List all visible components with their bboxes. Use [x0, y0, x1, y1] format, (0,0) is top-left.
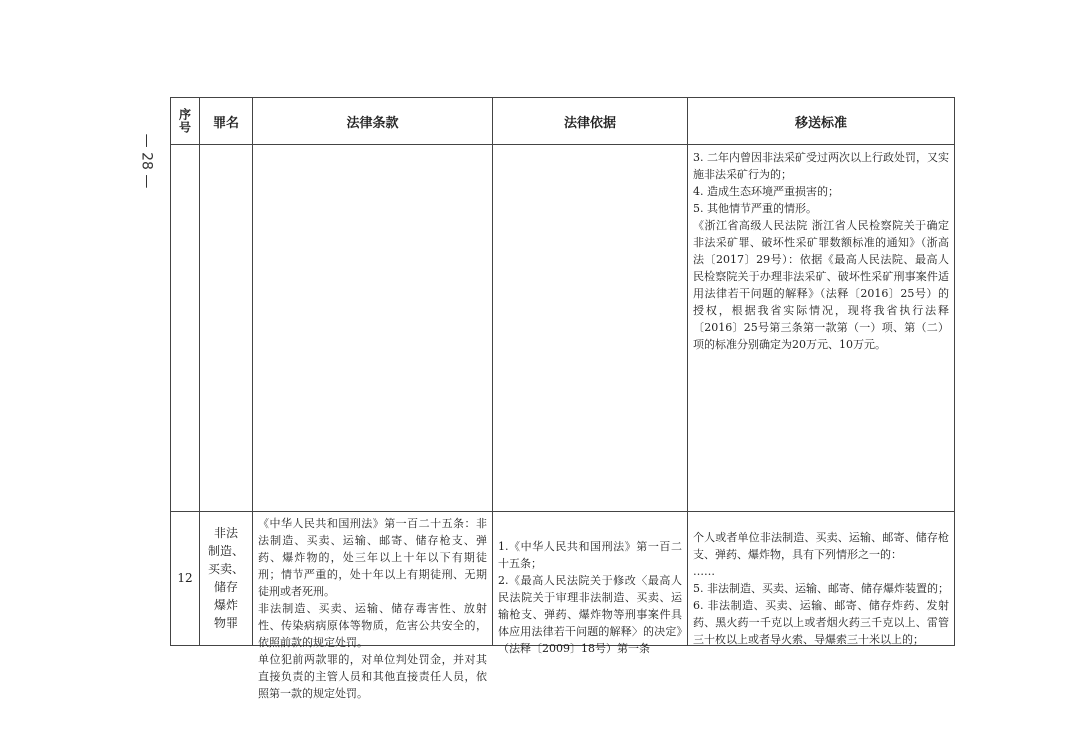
- header-seq: 序号: [171, 98, 200, 144]
- crime-name-line: 物罪: [213, 616, 238, 630]
- cell-basis: [493, 511, 688, 655]
- table-row-continuation: [171, 144, 954, 512]
- crime-name-line: 储存: [213, 580, 238, 594]
- crime-name-line: 制造、: [208, 544, 245, 558]
- cell-crime-empty: [200, 144, 253, 511]
- table-row-12: [171, 511, 954, 700]
- header-basis: 法律依据: [493, 98, 688, 144]
- header-crime: 罪名: [200, 98, 253, 144]
- cell-seq-empty: [171, 144, 200, 511]
- page-number: [118, 132, 174, 190]
- law-table: [170, 97, 955, 700]
- standard-line: ……: [693, 565, 715, 578]
- clause-paragraph: 《中华人民共和国刑法》第一百二十五条：非法制造、买卖、运输、邮寄、储存枪支、弹药、爆炸物的，处三年以上十年以下有期徒刑；情节严重的，处十年以上有期徒刑、无期徒刑或者死刑。: [258, 517, 487, 598]
- basis-item: 1.《中华人民共和国刑法》第一百二十五条；: [498, 540, 682, 570]
- crime-name-line: 爆炸: [213, 598, 238, 612]
- page-number-text: — 28 —: [138, 133, 154, 189]
- crime-name-line: 买卖、: [208, 562, 245, 576]
- standard-line: 个人或者单位非法制造、买卖、运输、邮寄、储存枪支、弹药、爆炸物，具有下列情形之一的：: [693, 531, 949, 561]
- cell-standard: [688, 144, 954, 511]
- clause-paragraph: 单位犯前两款罪的，对单位判处罚金，并对其直接负责的主管人员和其他直接责任人员，依照第一款的规定处罚。: [258, 653, 487, 700]
- standard-line: 6. 非法制造、买卖、运输、邮寄、储存炸药、发射药、黑火药一千克以上或者烟火药三千克以上、雷管三十枚以上或者导火索、导爆索三十米以上的；: [693, 599, 949, 646]
- standard-notice: 《浙江省高级人民法院 浙江省人民检察院关于确定非法采矿罪、破坏性采矿罪数额标准的通知》（浙高法〔2017〕29号）：依据《最高人民法院、最高人民检察院关于办理非法采矿、破坏性采矿刑事案件适用法律若干问题的解释》（法释〔2016〕25号）的授权，根据我省实际情况，现将我省执行法释〔2016〕25号第三条第一款第（一）项、第（二）项的标准分别确定为20万元、10万元。: [693, 219, 949, 351]
- cell-basis-empty: [493, 144, 688, 511]
- table-header-row: [171, 98, 954, 145]
- cell-clauses-empty: [253, 144, 493, 511]
- crime-name: [208, 524, 244, 632]
- standard-line: 5. 非法制造、买卖、运输、邮寄、储存爆炸装置的；: [693, 582, 949, 595]
- basis-item: 2.《最高人民法院关于修改〈最高人民法院关于审理非法制造、买卖、运输枪支、弹药、爆炸物等刑事案件具体应用法律若干问题的解释〉的决定》（法释〔2009〕18号）第一条: [498, 574, 682, 655]
- standard-line: 4. 造成生态环境严重损害的；: [693, 185, 839, 198]
- header-standard: 移送标准: [794, 115, 847, 131]
- standard-line: 5. 其他情节严重的情形。: [693, 202, 817, 215]
- header-clauses: 法律条款: [253, 98, 493, 144]
- cell-clauses: [253, 511, 493, 700]
- crime-name-line: 非法: [213, 526, 238, 540]
- cell-standard: [688, 511, 954, 645]
- standard-line: 3. 二年内曾因非法采矿受过两次以上行政处罚，又实施非法采矿行为的；: [693, 151, 949, 181]
- cell-crime: [200, 511, 253, 645]
- clause-paragraph: 非法制造、买卖、运输、储存毒害性、放射性、传染病病原体等物质，危害公共安全的，依照前款的规定处罚。: [258, 602, 487, 649]
- cell-seq: 12: [171, 511, 200, 645]
